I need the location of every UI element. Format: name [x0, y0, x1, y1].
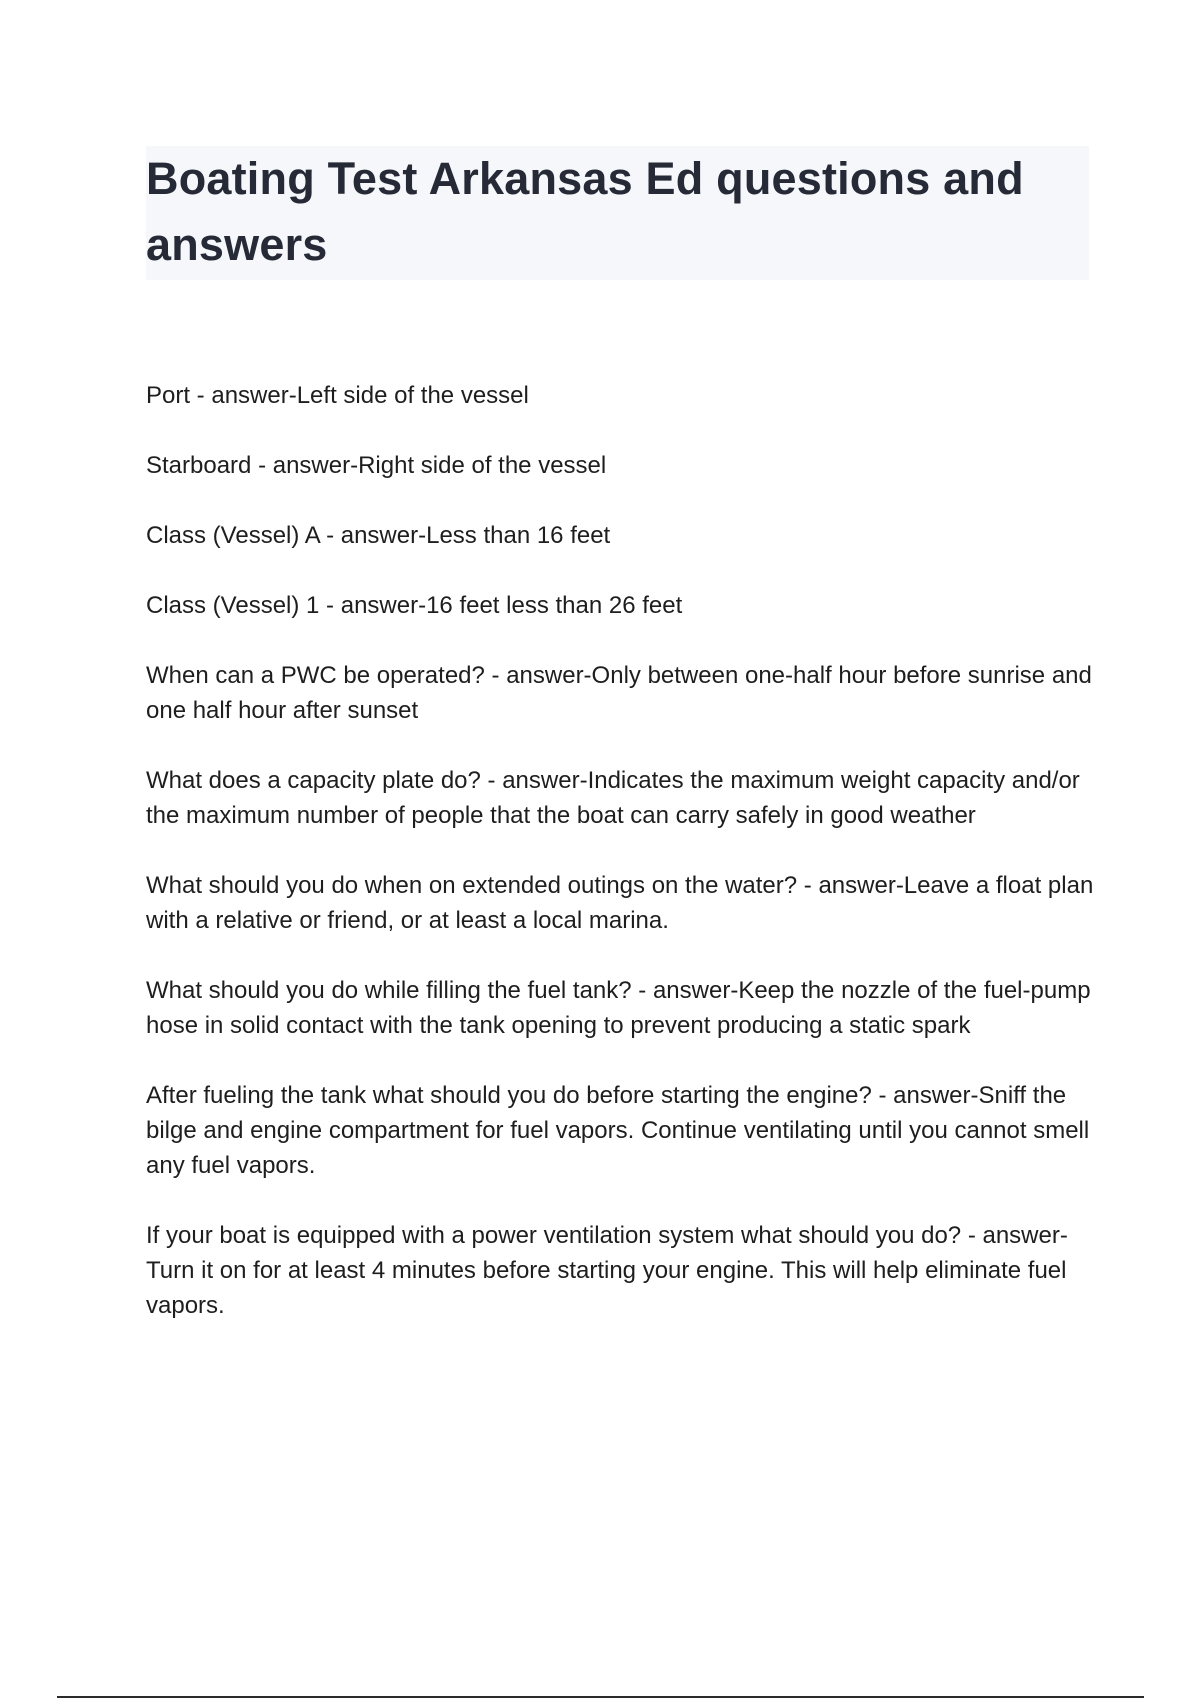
footer-divider — [57, 1696, 1144, 1698]
qa-list — [146, 378, 1096, 1358]
title-block — [146, 146, 1089, 280]
qa-item-starboard: Starboard - answer-Right side of the vessel — [146, 452, 607, 479]
qa-item-capacity-plate: What does a capacity plate do? - answer-Indicates the maximum weight capacity and/or the maximum number of people that the boat can carry safely in good weather — [146, 767, 1080, 829]
page-title: Boating Test Arkansas Ed questions and answers — [146, 153, 1024, 270]
qa-item-after-fueling: After fueling the tank what should you do before starting the engine? - answer-Sniff the bilge and engine compartment for fuel vapors. Continue ventilating until you cannot smell any fuel vapors. — [146, 1082, 1090, 1179]
qa-item-port: Port - answer-Left side of the vessel — [146, 382, 529, 409]
qa-item-filling-fuel: What should you do while filling the fuel tank? - answer-Keep the nozzle of the fuel-pump hose in solid contact with the tank opening to prevent producing a static spark — [146, 977, 1091, 1039]
qa-item-class-1: Class (Vessel) 1 - answer-16 feet less than 26 feet — [146, 592, 683, 619]
qa-item-power-ventilation: If your boat is equipped with a power ventilation system what should you do? - answer-Turn it on for at least 4 minutes before starting your engine. This will help eliminate fuel vapors. — [146, 1222, 1068, 1319]
qa-item-pwc-operation: When can a PWC be operated? - answer-Only between one-half hour before sunrise and one half hour after sunset — [146, 662, 1092, 724]
qa-item-extended-outings: What should you do when on extended outings on the water? - answer-Leave a float plan with a relative or friend, or at least a local marina. — [146, 872, 1094, 934]
qa-item-class-a: Class (Vessel) A - answer-Less than 16 feet — [146, 522, 611, 549]
